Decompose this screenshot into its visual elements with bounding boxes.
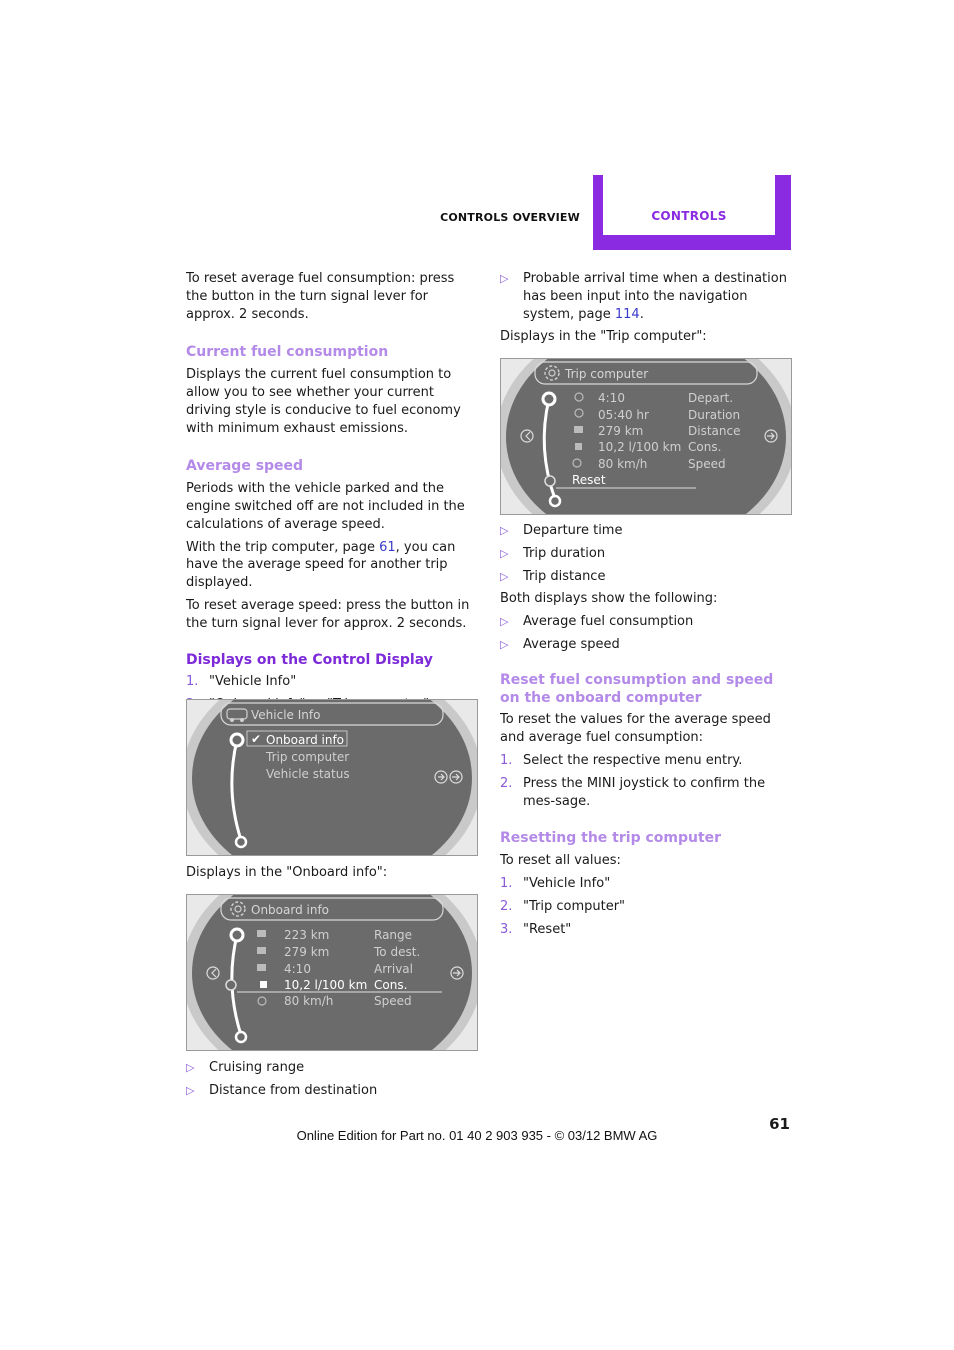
list-item: ▷ Departure time [500, 523, 623, 538]
reset-intro: To reset the values for the average speed and average fuel consumption: [500, 712, 771, 746]
row-value: 279 km [598, 424, 644, 438]
triangle-bullet-icon: ▷ [186, 1083, 195, 1097]
list-item: ▷ Trip distance [500, 568, 606, 584]
list-item: 2. Press the MINI joystick to confirm the mes-sage. [500, 775, 766, 809]
both-displays-text: Both displays show the following: [500, 591, 718, 607]
list-item: ▷ Average fuel consumption [500, 614, 694, 630]
row-value: 80 km/h [598, 457, 648, 471]
row-label: Cons. [688, 440, 722, 454]
list-item: 1. "Vehicle Info" [500, 875, 611, 891]
row-value: 4:10 [598, 391, 625, 405]
current-fuel-text: Displays the current fuel consumption to allow you to see whether your current driving style is conducive to fuel economy with minimum exhaust emissions. [186, 367, 461, 436]
triangle-bullet-icon: ▷ [500, 272, 509, 285]
menu-item-trip-computer[interactable]: Trip computer [266, 750, 350, 764]
list-item: 2. "Trip computer" [500, 898, 626, 914]
chapter-tab [593, 175, 791, 250]
trip-caption: Displays in the "Trip computer": [500, 329, 707, 345]
row-value: 05:40 hr [598, 408, 649, 422]
menu-item-vehicle-status[interactable]: Vehicle status [266, 767, 350, 781]
edition-footer: Online Edition for Part no. 01 40 2 903 935 - © 03/12 BMW AG [296, 1128, 658, 1143]
triangle-bullet-icon: ▷ [500, 524, 509, 537]
average-speed-text-3: To reset average speed: press the button in the turn signal lever for approx. 2 seconds. [186, 597, 470, 631]
row-label: Arrival [374, 962, 413, 976]
triangle-bullet-icon: ▷ [186, 1061, 195, 1074]
list-item: 1. "Vehicle Info" [186, 674, 297, 690]
reset-menu-item[interactable]: Reset [572, 473, 606, 487]
row-label: Distance [688, 424, 741, 438]
page-link-61[interactable]: 61 [379, 539, 396, 555]
heading-resetting-trip: Resetting the trip computer [500, 830, 722, 847]
svg-text:✔: ✔ [251, 732, 262, 746]
section-title: CONTROLS OVERVIEW [440, 211, 580, 224]
screen-title: Onboard info [251, 903, 330, 917]
row-label: Cons. [374, 978, 408, 992]
list-item: ▷ Average speed [500, 636, 620, 652]
heading-average-speed: Average speed [186, 458, 304, 475]
row-value: 80 km/h [284, 994, 334, 1008]
heading-reset-fuel: Reset fuel consumption and speed on the onboard computer [500, 671, 774, 706]
row-label: Speed [374, 994, 412, 1008]
row-label: Duration [688, 408, 741, 422]
list-item: ▷ Probable arrival time when a destination has been input into the navigation system, page 114. [500, 271, 787, 322]
row-value: 279 km [284, 945, 330, 959]
page-link-114[interactable]: 114 [614, 306, 640, 322]
row-label: Depart. [688, 391, 734, 405]
screenshot-trip-computer [500, 358, 792, 515]
list-item: 1. Select the respective menu entry. [500, 752, 743, 768]
screenshot-vehicle-info [186, 699, 478, 856]
screen-title: Trip computer [565, 367, 649, 381]
row-label: To dest. [374, 945, 421, 959]
triangle-bullet-icon: ▷ [500, 569, 509, 583]
average-speed-text-2: With the trip computer, page 61, you can have the average speed for another trip displayed. [186, 539, 456, 591]
average-speed-text-1: Periods with the vehicle parked and the engine switched off are not included in the calculations of average speed. [186, 481, 465, 532]
row-value: 4:10 [284, 962, 311, 976]
screen-title: Vehicle Info [251, 708, 321, 722]
triangle-bullet-icon: ▷ [500, 546, 509, 560]
onboard-caption: Displays in the "Onboard info": [186, 865, 388, 880]
heading-current-fuel: Current fuel consumption [186, 344, 389, 361]
chapter-title: CONTROLS [651, 209, 727, 223]
right-column [500, 270, 792, 351]
list-item: 3. "Reset" [500, 921, 572, 937]
heading-displays: Displays on the Control Display [186, 651, 433, 668]
list-item: ▷ Distance from destination [186, 1082, 378, 1098]
triangle-bullet-icon: ▷ [500, 637, 509, 651]
row-value: 223 km [284, 928, 330, 942]
resetting-intro: To reset all values: [500, 853, 621, 869]
menu-item-onboard-info[interactable]: Onboard info [266, 733, 345, 747]
screenshot-onboard-info [186, 894, 478, 1051]
row-label: Range [374, 928, 413, 942]
row-value: 10,2 l/100 km [598, 440, 682, 454]
intro-text: To reset average fuel consumption: press the button in the turn signal lever for approx. 2 seconds. [186, 271, 455, 322]
row-label: Speed [688, 457, 726, 471]
list-item: ▷ Cruising range [186, 1060, 305, 1075]
triangle-bullet-icon: ▷ [500, 615, 509, 629]
left-column [186, 270, 478, 719]
list-item: ▷ Trip duration [500, 545, 606, 561]
row-value: 10,2 l/100 km [284, 978, 368, 992]
page-number: 61 [769, 1115, 790, 1133]
